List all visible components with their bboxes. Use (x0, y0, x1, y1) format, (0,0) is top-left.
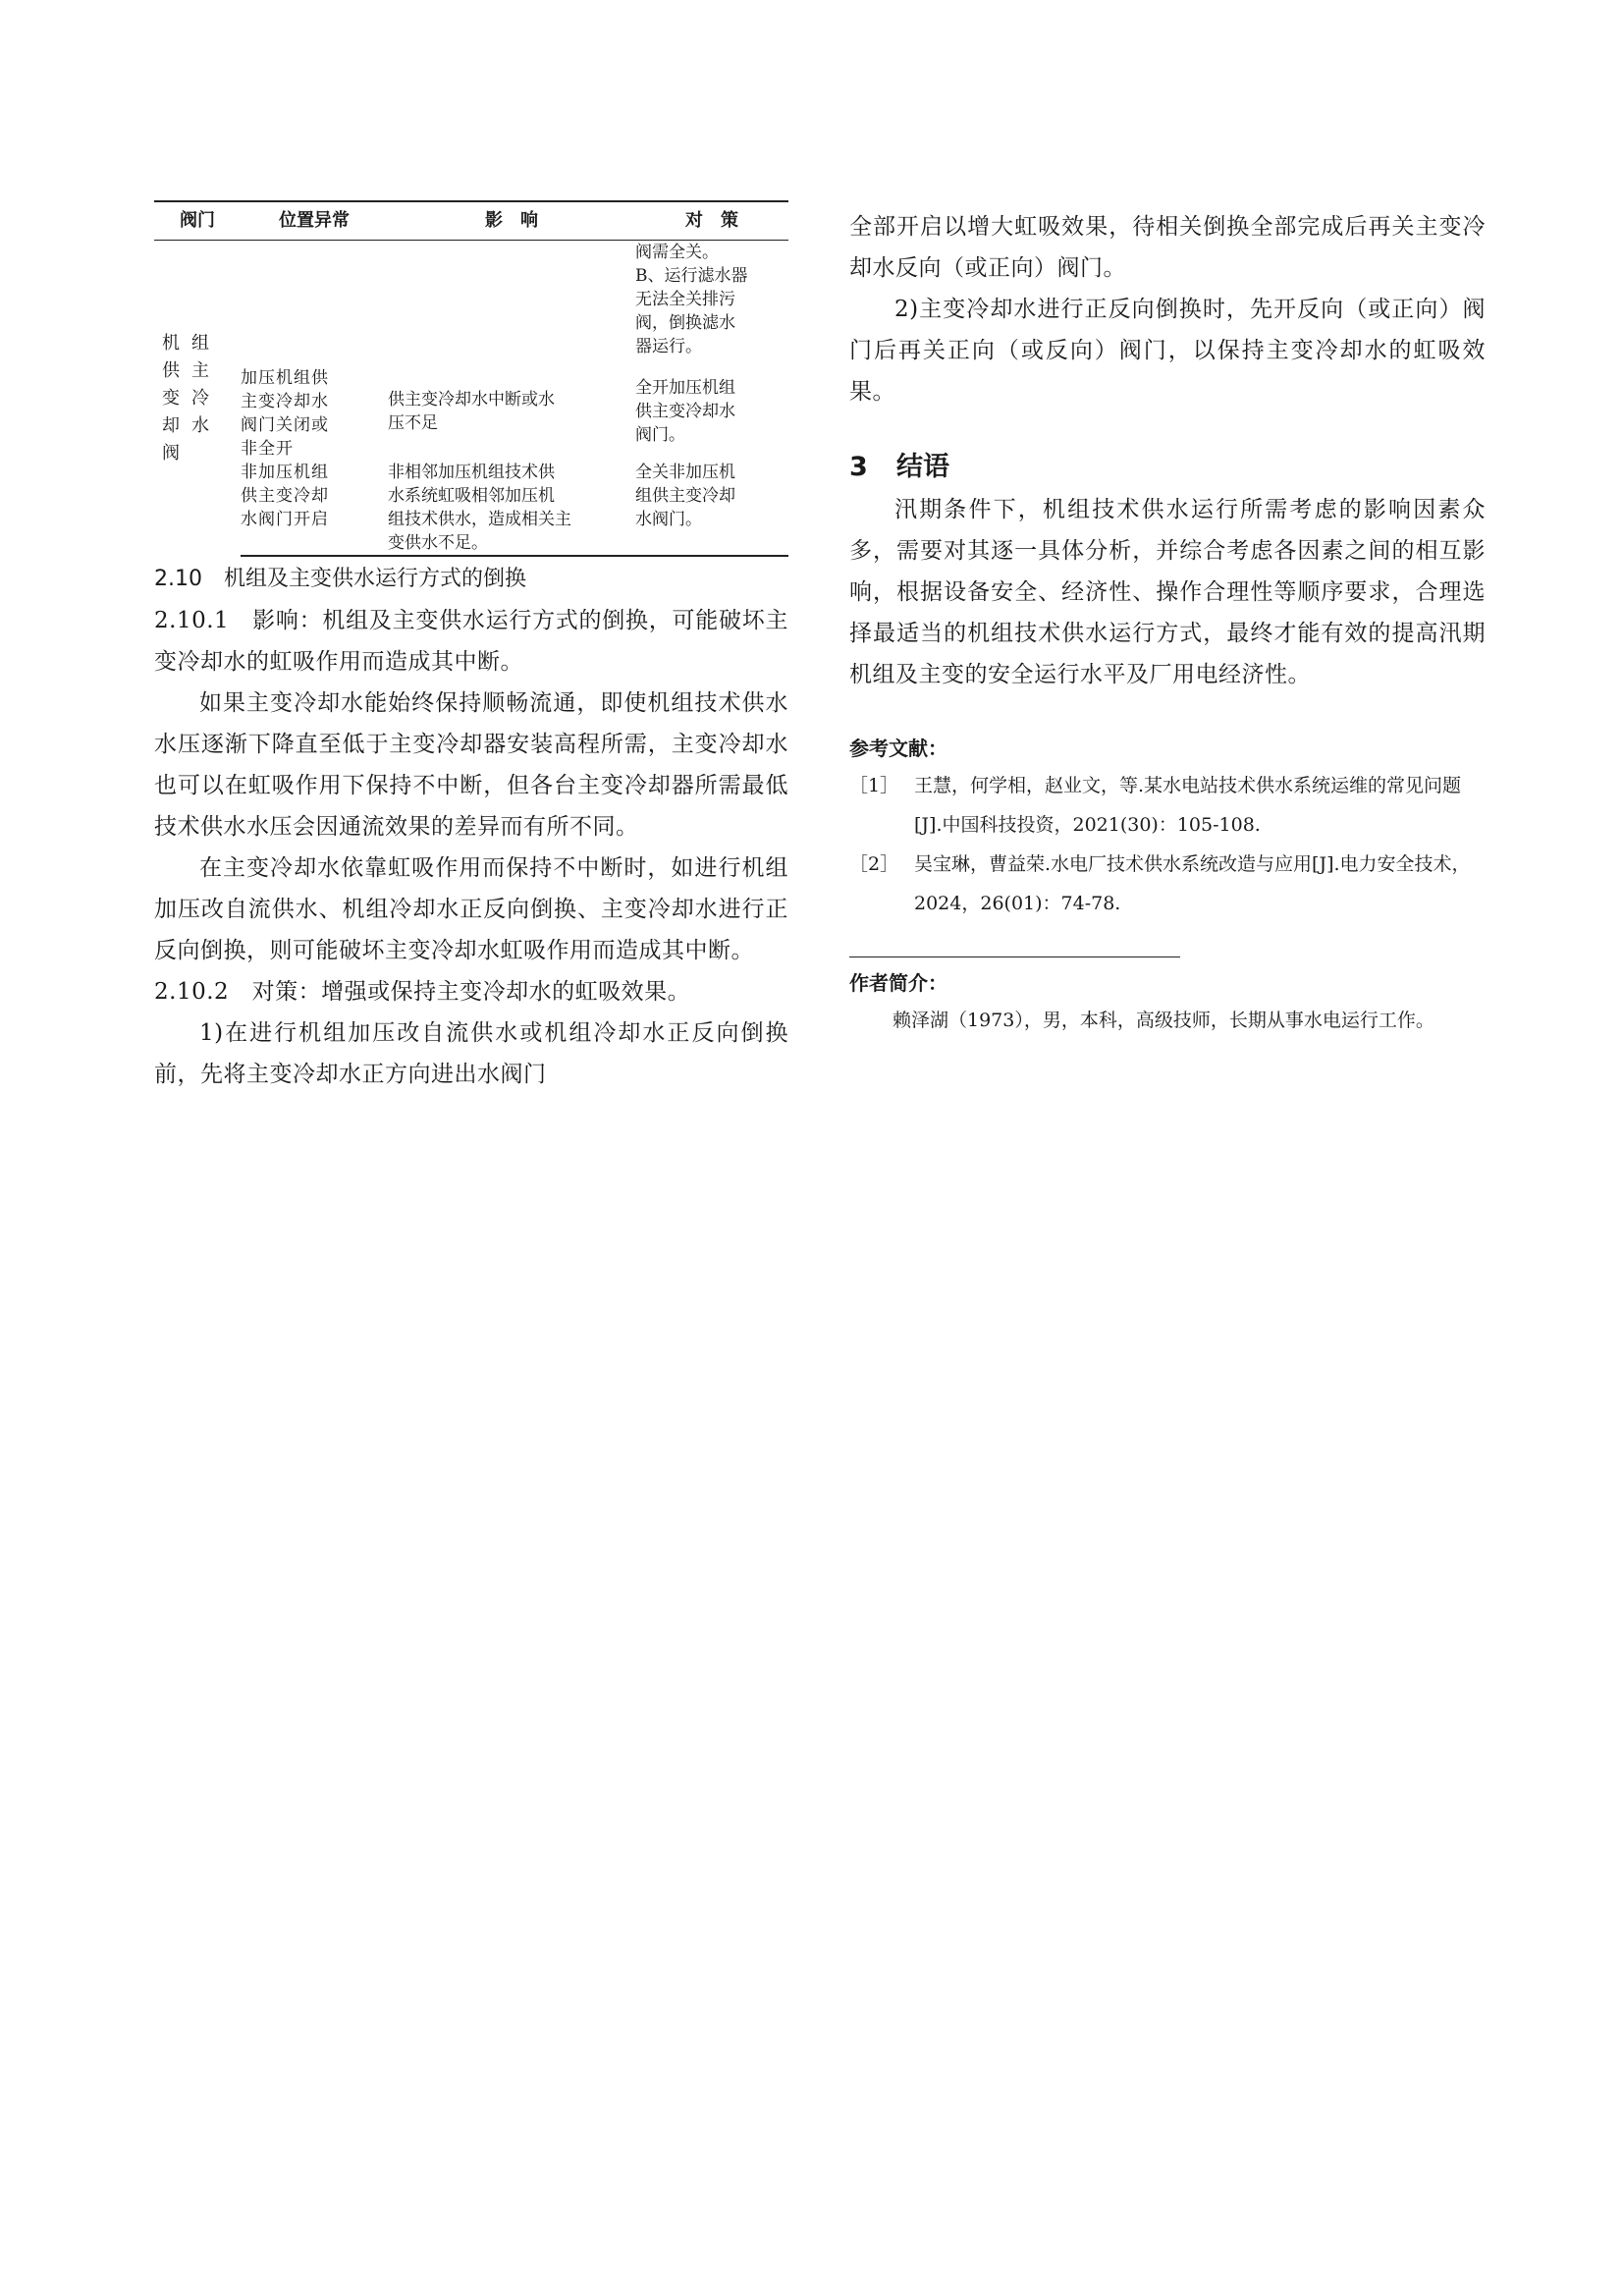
countermeasure-cell: 全关非加压机 组供主变冷却 水阀门。 (635, 461, 788, 556)
paragraph: 在主变冷却水依靠虹吸作用而保持不中断时，如进行机组加压改自流供水、机组冷却水正反向倒换、主变冷却水进行正反向倒换，则可能破坏主变冷却水虹吸作用而造成其中断。 (154, 855, 788, 963)
paragraph: 如果主变冷却水能始终保持顺畅流通，即使机组技术供水水压逐渐下降直至低于主变冷却器安装高程所需，主变冷却水也可以在虹吸作用下保持不中断，但各台主变冷却器所需最低技术供水水压会因通流效果的差异而有所不同。 (154, 690, 788, 840)
section-heading-2-10: 2.10 机组及主变供水运行方式的倒换 (154, 567, 526, 591)
effect-cell (388, 241, 635, 359)
paragraph: 全部开启以增大虹吸效果，待相关倒换全部完成后再关主变冷却水反向（或正向）阀门。 (849, 214, 1486, 281)
position-cell: 加压机组供 主变冷却水 阀门关闭或 非全开 (241, 368, 329, 459)
countermeasure-cell: 阀需全关。 B、运行滤水器 无法全关排污 阀，倒换滤水 器运行。 (635, 243, 748, 356)
header-valve: 阀门 (154, 201, 241, 241)
author-bio: 赖泽湖（1973），男，本科，高级技师，长期从事水电运行工作。 (893, 1010, 1434, 1031)
countermeasure-cell: 全开加压机组 供主变冷却水 阀门。 (635, 378, 735, 445)
header-countermeasure: 对 策 (635, 201, 788, 241)
reference-number: ［1］ (849, 775, 899, 796)
reference-text: 吴宝琳，曹益荣.水电厂技术供水系统改造与应用[J].电力安全技术，2024，26(01)：74-78. (914, 853, 1471, 914)
table-row (154, 241, 788, 359)
reference-item (849, 845, 1486, 923)
right-column (849, 200, 1486, 1040)
reference-item (849, 766, 1486, 845)
table-row (154, 461, 788, 556)
effect-cell: 供主变冷却水中断或水 压不足 (388, 390, 555, 433)
position-cell (241, 241, 388, 359)
author-heading: 作者简介： (849, 971, 947, 995)
paragraph: 1)在进行机组加压改自流供水或机组冷却水正反向倒换前，先将主变冷却水正方向进出水阀门 (154, 1020, 788, 1087)
conclusion-paragraph: 汛期条件下，机组技术供水运行所需考虑的影响因素众多，需要对其逐一具体分析，并综合考虑各因素之间的相互影响，根据设备安全、经济性、操作合理性等顺序要求，合理选择最适当的机组技术供水运行方式，最终才能有效的提高汛期机组及主变的安全运行水平及厂用电经济性。 (849, 497, 1486, 687)
valve-name-cell: 机 组 供 主 变 冷 却 水 阀 (162, 332, 209, 464)
references-heading: 参考文献： (849, 737, 947, 760)
position-cell: 非加压机组 供主变冷却 水阀门开启 (241, 461, 388, 556)
table-header-row (154, 201, 788, 241)
conclusion-heading (849, 446, 1486, 489)
header-position: 位置异常 (241, 201, 388, 241)
header-effect: 影 响 (388, 201, 635, 241)
paragraph-2-10-1: 2.10.1 影响：机组及主变供水运行方式的倒换，可能破坏主变冷却水的虹吸作用而造成其中断。 (154, 608, 788, 675)
valve-table (154, 200, 788, 557)
table-row (154, 358, 788, 461)
reference-number: ［2］ (849, 853, 899, 875)
effect-cell: 非相邻加压机组技术供 水系统虹吸相邻加压机 组技术供水，造成相关主 变供水不足。 (388, 461, 635, 556)
conclusion-title: 结语 (896, 452, 949, 482)
paragraph: 2)主变冷却水进行正反向倒换时，先开反向（或正向）阀门后再关正向（或反向）阀门，以保持主变冷却水的虹吸效果。 (849, 297, 1486, 405)
conclusion-number: 3 (849, 452, 868, 482)
left-column (154, 200, 788, 1095)
paragraph-2-10-2: 2.10.2 对策：增强或保持主变冷却水的虹吸效果。 (154, 979, 691, 1005)
reference-text: 王慧，何学相，赵业文，等.某水电站技术供水系统运维的常见问题[J].中国科技投资，2021(30)：105-108. (914, 775, 1462, 836)
